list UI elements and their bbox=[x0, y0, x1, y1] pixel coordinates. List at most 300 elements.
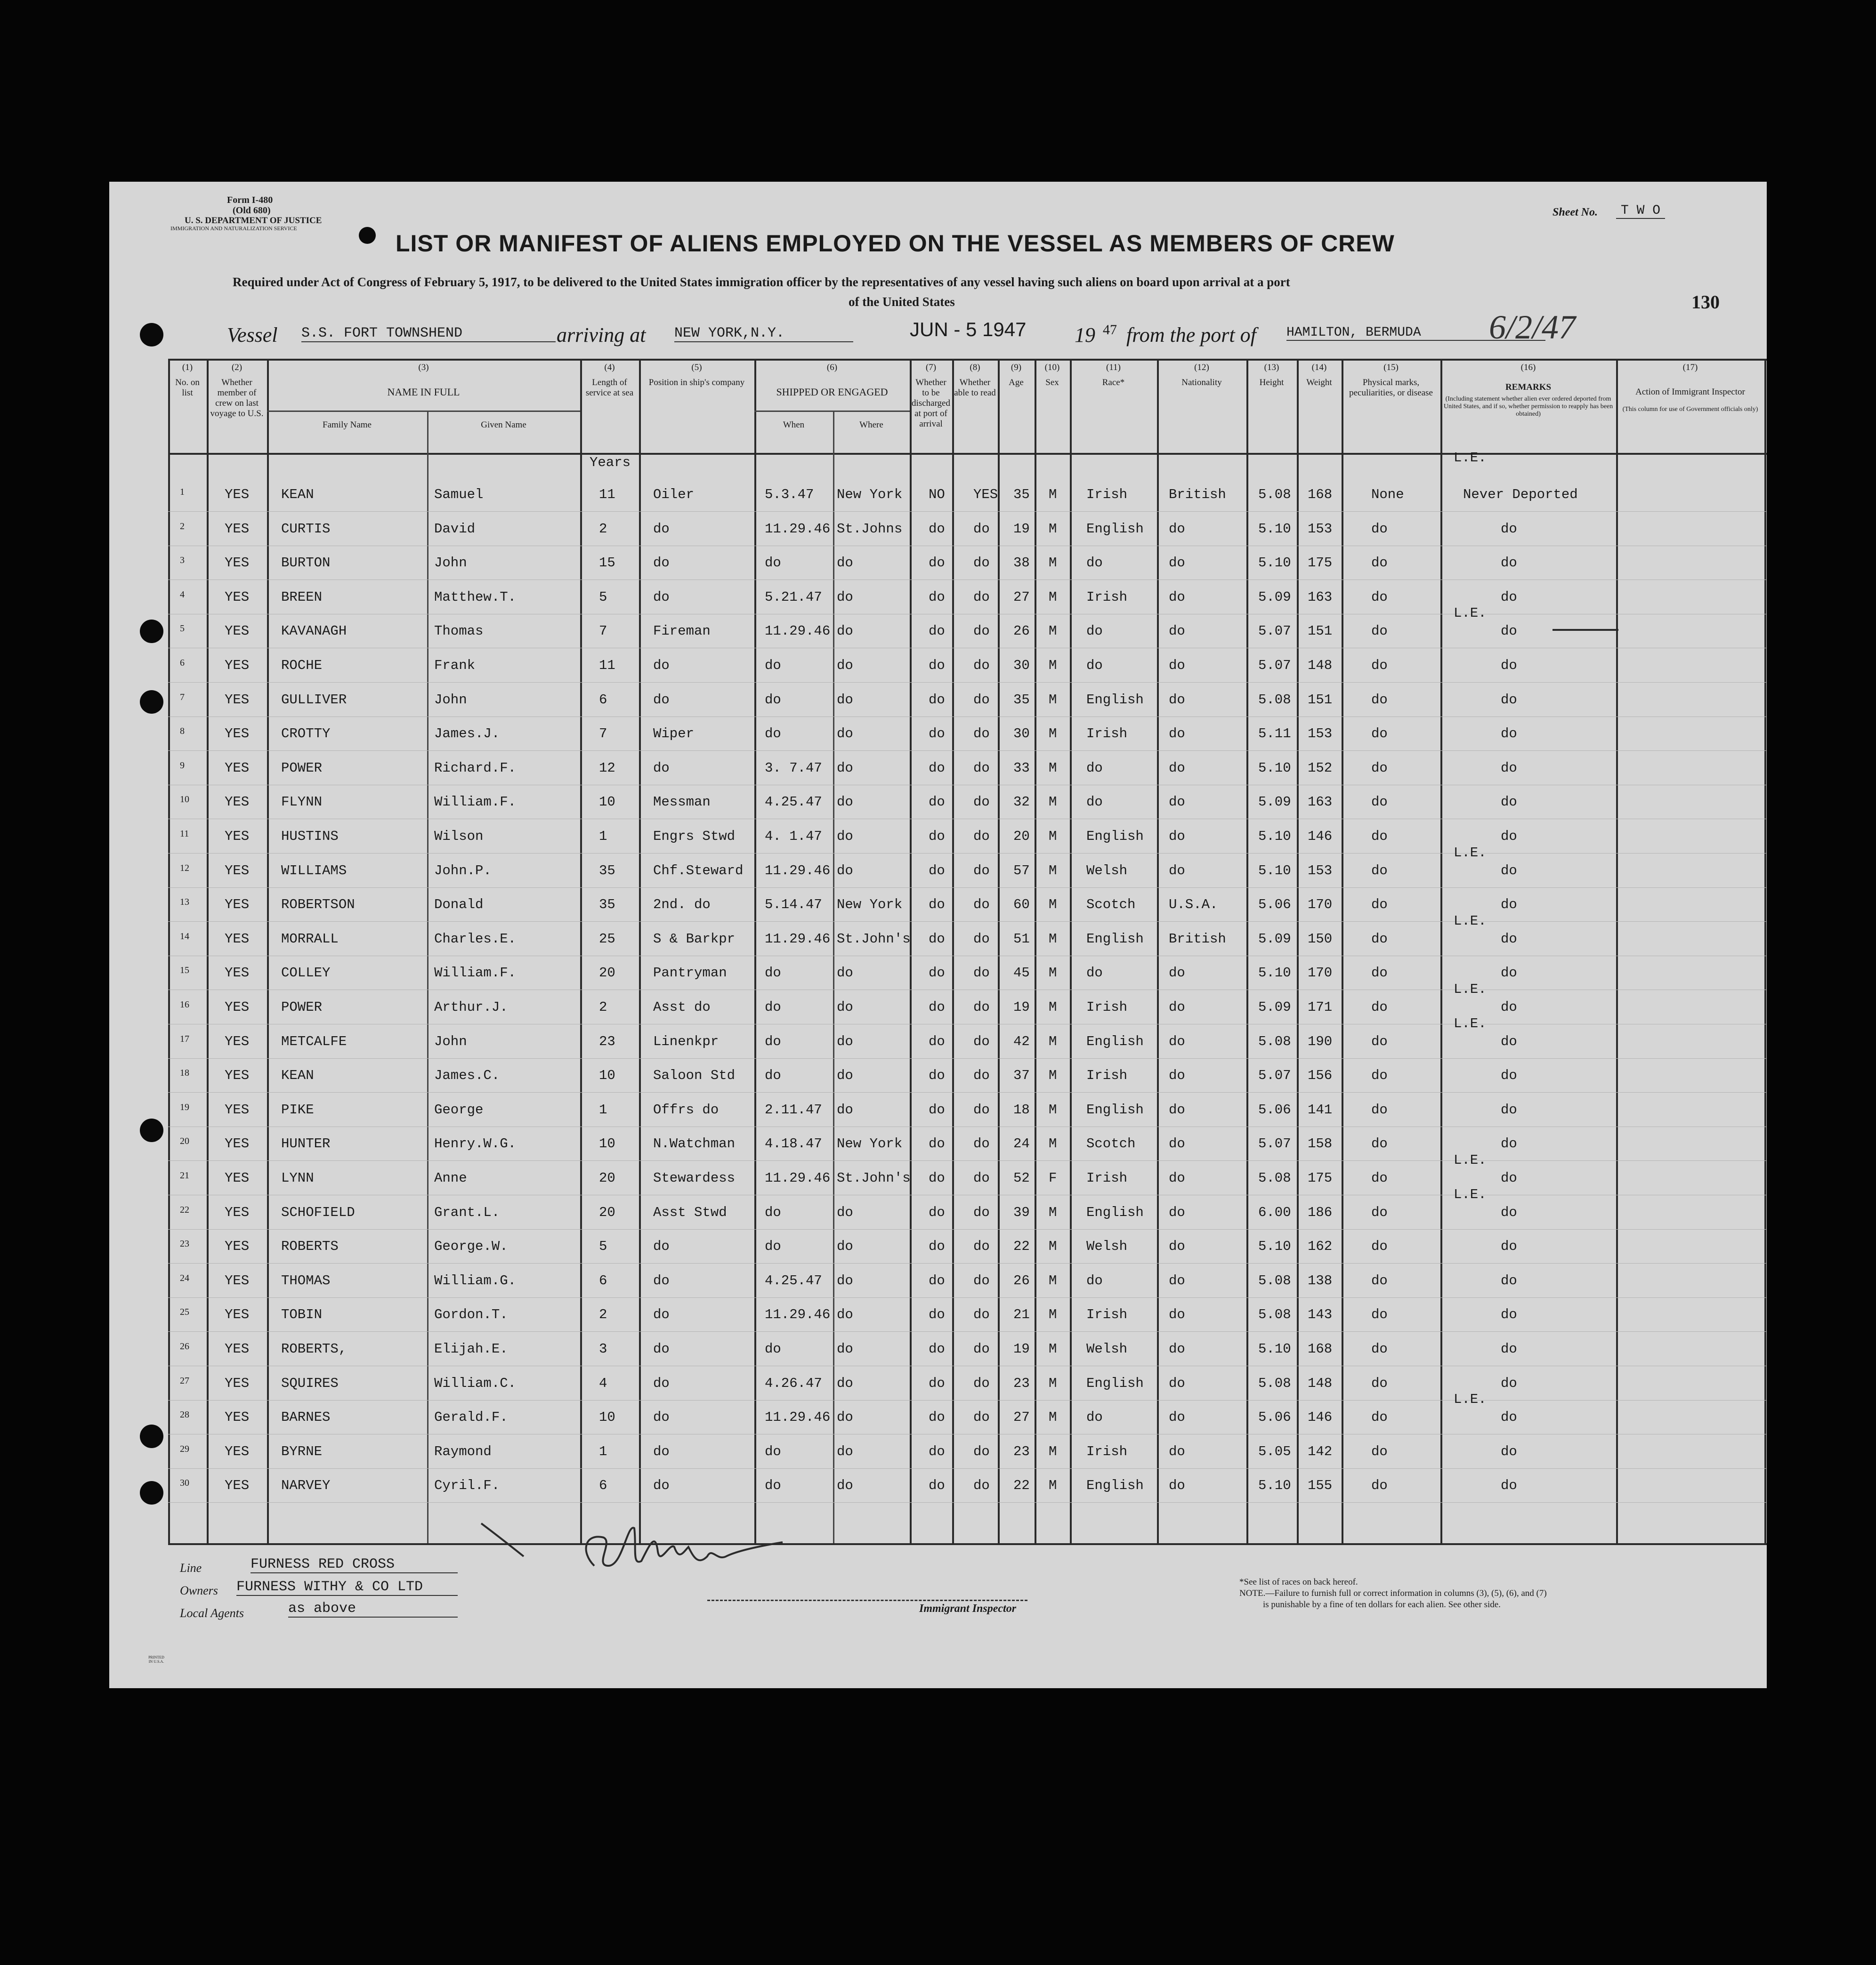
column-header-c7: Whether to be discharged at port of arrival bbox=[912, 378, 950, 429]
row-25-position: do bbox=[653, 1307, 670, 1323]
row-26-crew-last-voyage: YES bbox=[225, 1341, 250, 1357]
row-7-shipped-where: do bbox=[837, 692, 853, 708]
row-25-row-number: 25 bbox=[180, 1307, 189, 1318]
row-30-family-name: NARVEY bbox=[281, 1478, 331, 1494]
row-4-height: 5.09 bbox=[1258, 589, 1291, 605]
row-23-given-name: George.W. bbox=[434, 1239, 508, 1255]
row-18-shipped-where: do bbox=[837, 1068, 853, 1084]
row-8-weight: 153 bbox=[1308, 726, 1333, 742]
row-1-remarks: Never Deported bbox=[1463, 487, 1578, 502]
row-11-crew-last-voyage: YES bbox=[225, 829, 250, 844]
row-30-race: English bbox=[1086, 1478, 1144, 1494]
row-13-age: 60 bbox=[1013, 897, 1030, 913]
column-number-c13: (13) bbox=[1264, 362, 1279, 372]
row-15-given-name: William.F. bbox=[434, 965, 517, 981]
row-3-race: do bbox=[1086, 555, 1103, 571]
row-22-le-mark: L.E. bbox=[1454, 1186, 1487, 1202]
row-5-position: Fireman bbox=[653, 623, 711, 639]
row-26-race: Welsh bbox=[1086, 1341, 1128, 1357]
row-21-shipped-when: 11.29.46 bbox=[765, 1170, 831, 1186]
row-18-family-name: KEAN bbox=[281, 1068, 314, 1084]
row-20-age: 24 bbox=[1013, 1136, 1030, 1152]
row-28-able-to-read: do bbox=[973, 1409, 990, 1425]
inspector-signature-line bbox=[707, 1600, 1027, 1601]
page-title: LIST OR MANIFEST OF ALIENS EMPLOYED ON THE VESSEL AS MEMBERS OF CREW bbox=[396, 230, 1395, 257]
row-25-family-name: TOBIN bbox=[281, 1307, 323, 1323]
vessel-label: Vessel bbox=[227, 323, 278, 346]
row-28-shipped-when: 11.29.46 bbox=[765, 1409, 831, 1425]
row-27-able-to-read: do bbox=[973, 1375, 990, 1391]
row-22-family-name: SCHOFIELD bbox=[281, 1204, 355, 1220]
row-17-shipped-when: do bbox=[765, 1033, 781, 1049]
row-23-age: 22 bbox=[1013, 1239, 1030, 1255]
row-5-able-to-read: do bbox=[973, 623, 990, 639]
row-20-weight: 158 bbox=[1308, 1136, 1333, 1152]
row-27-physical-marks: do bbox=[1371, 1375, 1388, 1391]
printer-mark: PRINTED IN U.S.A. bbox=[148, 1655, 164, 1664]
row-20-discharged: do bbox=[929, 1136, 945, 1152]
row-6-physical-marks: do bbox=[1371, 658, 1388, 673]
row-17-discharged: do bbox=[929, 1033, 945, 1049]
row-19-weight: 141 bbox=[1308, 1102, 1333, 1118]
punch-hole bbox=[140, 323, 163, 346]
row-27-race: English bbox=[1086, 1375, 1144, 1391]
row-17-le-mark: L.E. bbox=[1454, 1015, 1487, 1031]
row-18-given-name: James.C. bbox=[434, 1068, 500, 1084]
row-25-able-to-read: do bbox=[973, 1307, 990, 1323]
row-18-age: 37 bbox=[1013, 1068, 1030, 1084]
row-3-physical-marks: do bbox=[1371, 555, 1388, 571]
row-27-crew-last-voyage: YES bbox=[225, 1375, 250, 1391]
row-24-height: 5.08 bbox=[1258, 1272, 1291, 1289]
row-1-able-to-read: YES bbox=[973, 487, 998, 502]
row-rule bbox=[168, 1502, 1767, 1503]
row-25-sex: M bbox=[1049, 1307, 1057, 1323]
row-16-le-mark: L.E. bbox=[1454, 982, 1487, 997]
row-30-nationality: do bbox=[1169, 1478, 1185, 1494]
row-15-weight: 170 bbox=[1308, 965, 1333, 981]
row-2-able-to-read: do bbox=[973, 521, 990, 537]
row-29-discharged: do bbox=[929, 1443, 945, 1459]
service: IMMIGRATION AND NATURALIZATION SERVICE bbox=[170, 225, 297, 232]
row-18-years-at-sea: 10 bbox=[599, 1068, 615, 1084]
row-27-discharged: do bbox=[929, 1375, 945, 1391]
row-rule bbox=[168, 853, 1767, 854]
row-14-years-at-sea: 25 bbox=[599, 931, 615, 947]
row-rule bbox=[168, 682, 1767, 683]
row-30-age: 22 bbox=[1013, 1478, 1030, 1494]
row-10-sex: M bbox=[1049, 794, 1057, 810]
row-8-shipped-when: do bbox=[765, 726, 781, 742]
row-4-family-name: BREEN bbox=[281, 589, 323, 605]
row-rule bbox=[168, 1263, 1767, 1264]
row-10-weight: 163 bbox=[1308, 794, 1333, 810]
row-rule bbox=[168, 1468, 1767, 1469]
row-8-age: 30 bbox=[1013, 726, 1030, 742]
row-11-height: 5.10 bbox=[1258, 829, 1291, 844]
column-number-c4: (4) bbox=[604, 362, 615, 372]
row-19-years-at-sea: 1 bbox=[599, 1102, 607, 1118]
row-8-given-name: James.J. bbox=[434, 726, 500, 742]
row-6-shipped-when: do bbox=[765, 658, 781, 673]
row-7-physical-marks: do bbox=[1371, 692, 1388, 708]
row-9-age: 33 bbox=[1013, 760, 1030, 776]
row-14-discharged: do bbox=[929, 931, 945, 947]
row-8-race: Irish bbox=[1086, 726, 1128, 742]
row-30-shipped-when: do bbox=[765, 1478, 781, 1494]
row-11-nationality: do bbox=[1169, 829, 1185, 844]
row-29-nationality: do bbox=[1169, 1443, 1185, 1459]
row-22-height: 6.00 bbox=[1258, 1204, 1291, 1220]
row-22-given-name: Grant.L. bbox=[434, 1204, 500, 1220]
row-9-position: do bbox=[653, 760, 670, 776]
row-28-race: do bbox=[1086, 1409, 1103, 1425]
row-19-row-number: 19 bbox=[180, 1102, 189, 1112]
row-8-shipped-where: do bbox=[837, 726, 853, 742]
row-28-given-name: Gerald.F. bbox=[434, 1409, 508, 1425]
row-18-height: 5.07 bbox=[1258, 1068, 1291, 1084]
row-12-able-to-read: do bbox=[973, 862, 990, 878]
row-11-given-name: Wilson bbox=[434, 829, 484, 844]
row-2-given-name: David bbox=[434, 521, 476, 537]
row-13-family-name: ROBERTSON bbox=[281, 897, 355, 913]
row-28-family-name: BARNES bbox=[281, 1409, 331, 1425]
row-1-sex: M bbox=[1049, 487, 1057, 502]
row-26-discharged: do bbox=[929, 1341, 945, 1357]
row-23-physical-marks: do bbox=[1371, 1239, 1388, 1255]
row-16-row-number: 16 bbox=[180, 999, 189, 1010]
row-12-sex: M bbox=[1049, 862, 1057, 878]
row-27-family-name: SQUIRES bbox=[281, 1375, 339, 1391]
row-10-height: 5.09 bbox=[1258, 794, 1291, 810]
row-1-race: Irish bbox=[1086, 487, 1128, 502]
row-19-shipped-when: 2.11.47 bbox=[765, 1102, 822, 1118]
row-24-crew-last-voyage: YES bbox=[225, 1272, 250, 1289]
row-16-age: 19 bbox=[1013, 999, 1030, 1015]
row-26-shipped-where: do bbox=[837, 1341, 853, 1357]
row-17-crew-last-voyage: YES bbox=[225, 1033, 250, 1049]
row-5-crew-last-voyage: YES bbox=[225, 623, 250, 639]
row-22-shipped-when: do bbox=[765, 1204, 781, 1220]
row-21-height: 5.08 bbox=[1258, 1170, 1291, 1186]
row-3-crew-last-voyage: YES bbox=[225, 555, 250, 571]
row-14-position: S & Barkpr bbox=[653, 931, 736, 947]
row-10-crew-last-voyage: YES bbox=[225, 794, 250, 810]
row-22-row-number: 22 bbox=[180, 1204, 189, 1215]
row-23-remarks: do bbox=[1501, 1239, 1517, 1255]
row-23-shipped-when: do bbox=[765, 1239, 781, 1255]
row-21-years-at-sea: 20 bbox=[599, 1170, 615, 1186]
row-5-height: 5.07 bbox=[1258, 623, 1291, 639]
row-7-age: 35 bbox=[1013, 692, 1030, 708]
row-6-age: 30 bbox=[1013, 658, 1030, 673]
row-5-row-number: 5 bbox=[180, 623, 185, 634]
row-23-nationality: do bbox=[1169, 1239, 1185, 1255]
row-11-sex: M bbox=[1049, 829, 1057, 844]
row-24-age: 26 bbox=[1013, 1272, 1030, 1289]
row-3-shipped-when: do bbox=[765, 555, 781, 571]
column-number-c8: (8) bbox=[970, 362, 980, 372]
row-8-physical-marks: do bbox=[1371, 726, 1388, 742]
row-4-age: 27 bbox=[1013, 589, 1030, 605]
row-18-discharged: do bbox=[929, 1068, 945, 1084]
row-15-race: do bbox=[1086, 965, 1103, 981]
row-10-row-number: 10 bbox=[180, 794, 189, 805]
row-6-crew-last-voyage: YES bbox=[225, 658, 250, 673]
row-9-nationality: do bbox=[1169, 760, 1185, 776]
row-1-shipped-where: New York bbox=[837, 487, 903, 502]
from-port-label: from the port of bbox=[1126, 323, 1256, 346]
line-label: Line bbox=[180, 1561, 202, 1575]
row-20-family-name: HUNTER bbox=[281, 1136, 331, 1152]
row-20-years-at-sea: 10 bbox=[599, 1136, 615, 1152]
row-4-given-name: Matthew.T. bbox=[434, 589, 517, 605]
row-13-crew-last-voyage: YES bbox=[225, 897, 250, 913]
row-2-race: English bbox=[1086, 521, 1144, 537]
row-16-race: Irish bbox=[1086, 999, 1128, 1015]
row-21-le-mark: L.E. bbox=[1454, 1152, 1487, 1168]
row-30-years-at-sea: 6 bbox=[599, 1478, 607, 1494]
row-27-weight: 148 bbox=[1308, 1375, 1333, 1391]
column-header-c15: Physical marks, peculiarities, or disease bbox=[1349, 378, 1433, 398]
row-14-weight: 150 bbox=[1308, 931, 1333, 947]
row-18-remarks: do bbox=[1501, 1068, 1517, 1084]
row-18-nationality: do bbox=[1169, 1068, 1185, 1084]
column-number-c17: (17) bbox=[1682, 362, 1698, 372]
row-12-age: 57 bbox=[1013, 862, 1030, 878]
row-22-physical-marks: do bbox=[1371, 1204, 1388, 1220]
row-8-remarks: do bbox=[1501, 726, 1517, 742]
row-27-sex: M bbox=[1049, 1375, 1057, 1391]
row-6-position: do bbox=[653, 658, 670, 673]
row-29-crew-last-voyage: YES bbox=[225, 1443, 250, 1459]
form-old-number: (Old 680) bbox=[233, 205, 271, 216]
column-number-c11: (11) bbox=[1106, 362, 1121, 372]
row-16-physical-marks: do bbox=[1371, 999, 1388, 1015]
row-14-le-mark: L.E. bbox=[1454, 913, 1487, 929]
row-27-shipped-where: do bbox=[837, 1375, 853, 1391]
row-26-position: do bbox=[653, 1341, 670, 1357]
col-divider bbox=[427, 411, 429, 1543]
row-19-age: 18 bbox=[1013, 1102, 1030, 1118]
row-4-shipped-when: 5.21.47 bbox=[765, 589, 822, 605]
row-12-crew-last-voyage: YES bbox=[225, 862, 250, 878]
sheet-label: Sheet No. bbox=[1553, 206, 1598, 218]
row-1-crew-last-voyage: YES bbox=[225, 487, 250, 502]
row-1-position: Oiler bbox=[653, 487, 695, 502]
row-13-able-to-read: do bbox=[973, 897, 990, 913]
row-1-physical-marks: None bbox=[1371, 487, 1404, 502]
row-1-weight: 168 bbox=[1308, 487, 1333, 502]
row-4-position: do bbox=[653, 589, 670, 605]
row-14-shipped-when: 11.29.46 bbox=[765, 931, 831, 947]
row-9-given-name: Richard.F. bbox=[434, 760, 517, 776]
row-15-age: 45 bbox=[1013, 965, 1030, 981]
row-7-years-at-sea: 6 bbox=[599, 692, 607, 708]
row-24-able-to-read: do bbox=[973, 1272, 990, 1289]
row-24-given-name: William.G. bbox=[434, 1272, 517, 1289]
column-number-c14: (14) bbox=[1311, 362, 1327, 372]
row-29-race: Irish bbox=[1086, 1443, 1128, 1459]
row-9-sex: M bbox=[1049, 760, 1057, 776]
column-header-c6: SHIPPED OR ENGAGED bbox=[776, 386, 888, 398]
row-14-able-to-read: do bbox=[973, 931, 990, 947]
row-rule bbox=[168, 1331, 1767, 1332]
row-22-position: Asst Stwd bbox=[653, 1204, 727, 1220]
row-30-shipped-where: do bbox=[837, 1478, 853, 1494]
row-15-remarks: do bbox=[1501, 965, 1517, 981]
row-28-crew-last-voyage: YES bbox=[225, 1409, 250, 1425]
row-24-years-at-sea: 6 bbox=[599, 1272, 607, 1289]
row-28-sex: M bbox=[1049, 1409, 1057, 1425]
row-25-height: 5.08 bbox=[1258, 1307, 1291, 1323]
row-18-able-to-read: do bbox=[973, 1068, 990, 1084]
row-12-le-mark: L.E. bbox=[1454, 845, 1487, 861]
agents-label: Local Agents bbox=[180, 1606, 244, 1620]
row-11-position: Engrs Stwd bbox=[653, 829, 736, 844]
column-header-c17: Action of Immigrant Inspector bbox=[1635, 387, 1745, 397]
row-29-position: do bbox=[653, 1443, 670, 1459]
row-29-years-at-sea: 1 bbox=[599, 1443, 607, 1459]
row-20-nationality: do bbox=[1169, 1136, 1185, 1152]
row-30-crew-last-voyage: YES bbox=[225, 1478, 250, 1494]
row-27-height: 5.08 bbox=[1258, 1375, 1291, 1391]
row-6-sex: M bbox=[1049, 658, 1057, 673]
row-12-shipped-when: 11.29.46 bbox=[765, 862, 831, 878]
row-26-height: 5.10 bbox=[1258, 1341, 1291, 1357]
row-15-discharged: do bbox=[929, 965, 945, 981]
row-22-weight: 186 bbox=[1308, 1204, 1333, 1220]
row-22-able-to-read: do bbox=[973, 1204, 990, 1220]
row-17-sex: M bbox=[1049, 1033, 1057, 1049]
row-25-physical-marks: do bbox=[1371, 1307, 1388, 1323]
arriving-port: NEW YORK,N.Y. bbox=[674, 325, 853, 342]
row-13-nationality: U.S.A. bbox=[1169, 897, 1218, 913]
column-header-c16: REMARKS bbox=[1505, 382, 1552, 392]
row-22-discharged: do bbox=[929, 1204, 945, 1220]
row-1-discharged: NO bbox=[929, 487, 945, 502]
row-17-row-number: 17 bbox=[180, 1033, 189, 1044]
row-12-family-name: WILLIAMS bbox=[281, 862, 347, 878]
row-25-years-at-sea: 2 bbox=[599, 1307, 607, 1323]
shipped-subheader-line bbox=[754, 411, 910, 412]
arrival-stamp-date: JUN - 5 1947 bbox=[910, 318, 1027, 340]
row-15-physical-marks: do bbox=[1371, 965, 1388, 981]
row-26-row-number: 26 bbox=[180, 1341, 189, 1352]
row-27-given-name: William.C. bbox=[434, 1375, 517, 1391]
row-25-race: Irish bbox=[1086, 1307, 1128, 1323]
vessel-name: S.S. FORT TOWNSHEND bbox=[301, 325, 556, 342]
row-9-discharged: do bbox=[929, 760, 945, 776]
row-17-nationality: do bbox=[1169, 1033, 1185, 1049]
row-1-family-name: KEAN bbox=[281, 487, 314, 502]
row-2-sex: M bbox=[1049, 521, 1057, 537]
row-29-row-number: 29 bbox=[180, 1443, 189, 1454]
column-header-c14: Weight bbox=[1306, 378, 1332, 387]
row-3-age: 38 bbox=[1013, 555, 1030, 571]
row-15-crew-last-voyage: YES bbox=[225, 965, 250, 981]
row-21-nationality: do bbox=[1169, 1170, 1185, 1186]
row-25-shipped-when: 11.29.46 bbox=[765, 1307, 831, 1323]
row-30-physical-marks: do bbox=[1371, 1478, 1388, 1494]
column-number-c16: (16) bbox=[1520, 362, 1536, 372]
row-5-discharged: do bbox=[929, 623, 945, 639]
row-17-age: 42 bbox=[1013, 1033, 1030, 1049]
row-14-height: 5.09 bbox=[1258, 931, 1291, 947]
row-12-race: Welsh bbox=[1086, 862, 1128, 878]
punch-hole bbox=[140, 620, 163, 643]
row-16-height: 5.09 bbox=[1258, 999, 1291, 1015]
row-23-crew-last-voyage: YES bbox=[225, 1239, 250, 1255]
row-7-race: English bbox=[1086, 692, 1144, 708]
column-header-c5: Position in ship's company bbox=[648, 378, 745, 387]
row-21-shipped-where: St.John's bbox=[837, 1170, 911, 1186]
row-5-physical-marks: do bbox=[1371, 623, 1388, 639]
row-14-race: English bbox=[1086, 931, 1144, 947]
row-8-able-to-read: do bbox=[973, 726, 990, 742]
row-27-age: 23 bbox=[1013, 1375, 1030, 1391]
row-15-row-number: 15 bbox=[180, 965, 189, 976]
row-23-race: Welsh bbox=[1086, 1239, 1128, 1255]
row-21-remarks: do bbox=[1501, 1170, 1517, 1186]
row-18-shipped-when: do bbox=[765, 1068, 781, 1084]
row-5-years-at-sea: 7 bbox=[599, 623, 607, 639]
row-1-nationality: British bbox=[1169, 487, 1226, 502]
row-5-weight: 151 bbox=[1308, 623, 1333, 639]
column-number-c10: (10) bbox=[1044, 362, 1060, 372]
row-2-discharged: do bbox=[929, 521, 945, 537]
row-24-sex: M bbox=[1049, 1272, 1057, 1289]
inspector-signature bbox=[472, 1495, 858, 1589]
row-2-position: do bbox=[653, 521, 670, 537]
column-subheader-c6-sub1: When bbox=[783, 420, 805, 430]
row-11-age: 20 bbox=[1013, 829, 1030, 844]
column-header-c3: NAME IN FULL bbox=[387, 386, 460, 398]
row-2-height: 5.10 bbox=[1258, 521, 1291, 537]
row-28-discharged: do bbox=[929, 1409, 945, 1425]
row-21-sex: F bbox=[1049, 1170, 1057, 1186]
row-3-family-name: BURTON bbox=[281, 555, 331, 571]
row-20-position: N.Watchman bbox=[653, 1136, 736, 1152]
row-2-years-at-sea: 2 bbox=[599, 521, 607, 537]
year-prefix: 19 bbox=[1075, 323, 1095, 346]
row-28-years-at-sea: 10 bbox=[599, 1409, 615, 1425]
col-divider bbox=[833, 411, 834, 1543]
row-19-discharged: do bbox=[929, 1102, 945, 1118]
row-17-years-at-sea: 23 bbox=[599, 1033, 615, 1049]
row-11-family-name: HUSTINS bbox=[281, 829, 339, 844]
row-13-sex: M bbox=[1049, 897, 1057, 913]
row-7-weight: 151 bbox=[1308, 692, 1333, 708]
row-7-nationality: do bbox=[1169, 692, 1185, 708]
row-18-row-number: 18 bbox=[180, 1068, 189, 1079]
row-22-sex: M bbox=[1049, 1204, 1057, 1220]
row-13-race: Scotch bbox=[1086, 897, 1136, 913]
row-3-weight: 175 bbox=[1308, 555, 1333, 571]
row-1-years-at-sea: 11 bbox=[599, 487, 615, 502]
owners-label: Owners bbox=[180, 1584, 218, 1597]
row-rule bbox=[168, 1400, 1767, 1401]
row-28-remarks: do bbox=[1501, 1409, 1517, 1425]
column-header-c1: No. on list bbox=[175, 378, 200, 398]
row-9-weight: 152 bbox=[1308, 760, 1333, 776]
row-3-nationality: do bbox=[1169, 555, 1185, 571]
row-7-shipped-when: do bbox=[765, 692, 781, 708]
row-13-remarks: do bbox=[1501, 897, 1517, 913]
row-29-physical-marks: do bbox=[1371, 1443, 1388, 1459]
row-11-years-at-sea: 1 bbox=[599, 829, 607, 844]
table-bottom-border bbox=[168, 1543, 1767, 1545]
